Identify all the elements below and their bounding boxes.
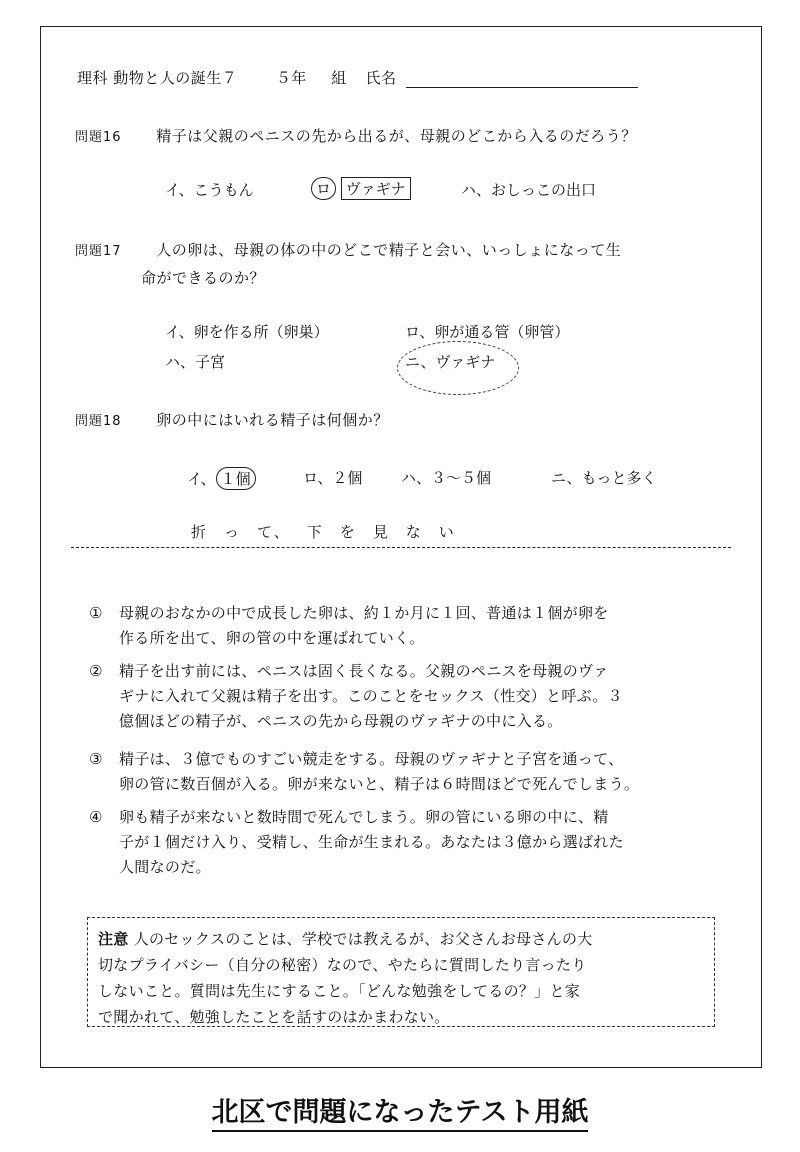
question-text-line2: 命ができるのか？: [141, 269, 266, 287]
name-blank-line: [406, 73, 638, 88]
q17-option-2: ロ、卵が通る管（卵管）: [405, 323, 570, 341]
paragraph-line: 精子は、３億でものすごい競走をする。母親のヴァギナと子宮を通って、: [119, 750, 624, 768]
paragraph-number: ③: [89, 750, 103, 768]
paragraph-line: ギナに入れて父親は精子を出す。このことをセックス（性交）と呼ぶ。３: [119, 687, 623, 705]
subject-title: 理科 動物と人の誕生７: [77, 69, 238, 87]
q17-option-1: イ、卵を作る所（卵巣）: [165, 323, 329, 341]
question-17: [75, 239, 621, 260]
question-number: 問題18: [75, 414, 122, 429]
question-number: 問題16: [75, 130, 122, 145]
class-label: 組: [331, 69, 347, 87]
fold-line: [71, 547, 731, 548]
question-text: 精子は父親のペニスの先から出るが、母親のどこから入るのだろう？: [156, 127, 637, 145]
paragraph-line: 卵の管に数百個が入る。卵が来ないと、精子は６時間ほどで死んでしまう。: [119, 775, 640, 793]
notice-line: 切なプライバシー（自分の秘密）なので、やたらに質問したり言ったり: [98, 956, 587, 974]
q18-option-4: ニ、もっと多く: [551, 469, 657, 487]
question-18: [75, 409, 389, 430]
name-label: 氏名: [365, 69, 397, 87]
question-text: 卵の中にはいれる精子は何個か？: [156, 411, 389, 429]
question-16: [75, 125, 637, 146]
fold-char: 下: [306, 523, 324, 541]
explanation-4: [89, 805, 729, 880]
caption-text: 北区で問題になったテスト用紙: [212, 1097, 589, 1132]
paragraph-line: 作る所を出て、卵の管の中を運ばれていく。: [119, 629, 425, 647]
option-prefix: イ、: [187, 470, 216, 488]
explanation-2: [89, 659, 729, 734]
q16-option-2: [311, 177, 411, 200]
fold-char: っ: [224, 523, 242, 541]
fold-char: 見: [372, 523, 390, 541]
q18-option-2: ロ、２個: [303, 469, 363, 487]
paragraph-number: ④: [89, 808, 103, 826]
q18-option-3: ハ、３～５個: [401, 469, 492, 487]
q17-answer-ellipse: [397, 341, 519, 395]
fold-char: 折: [191, 523, 209, 541]
question-text-line1: 人の卵は、母親の体の中のどこで精子と会い、いっしょになって生: [156, 241, 622, 259]
fold-char: て、: [257, 523, 291, 541]
paragraph-line: 子が１個だけ入り、受精し、生命が生まれる。あなたは３億から選ばれた: [119, 833, 624, 851]
paragraph-line: 精子を出す前には、ペニスは固く長くなる。父親のペニスを母親のヴァ: [119, 662, 609, 680]
q16-option-1: イ、こうもん: [165, 181, 254, 199]
paragraph-line: 億個ほどの精子が、ペニスの先から母親のヴァギナの中に入る。: [119, 712, 563, 730]
question-number: 問題17: [75, 244, 122, 259]
paragraph-number: ①: [89, 604, 103, 622]
grade-label: ５年: [275, 69, 307, 87]
notice-box: [87, 917, 715, 1027]
image-caption: [0, 1090, 800, 1129]
paragraph-number: ②: [89, 662, 103, 680]
q17-option-3: ハ、子宮: [165, 353, 226, 371]
q16-option-3: ハ、おしっこの出口: [461, 181, 597, 199]
explanation-1: [89, 601, 729, 651]
answer-circle-mark: １個: [216, 467, 256, 490]
notice-line: で聞かれて、勉強したことを話すのはかまわない。: [98, 1008, 450, 1026]
fold-instruction: [191, 521, 472, 542]
fold-char: な: [405, 523, 423, 541]
sheet-header: [77, 67, 638, 88]
test-sheet: [40, 26, 762, 1068]
answer-circle-mark: ロ: [311, 177, 336, 200]
notice-label: 注意: [98, 930, 129, 948]
paragraph-line: 人間なのだ。: [119, 858, 211, 876]
notice-line: 人のセックスのことは、学校では教えるが、お父さんお母さんの大: [133, 930, 593, 948]
q17-option-4: ニ、ヴァギナ: [405, 353, 496, 371]
paragraph-line: 卵も精子が来ないと数時間で死んでしまう。卵の管にいる卵の中に、精: [119, 808, 609, 826]
notice-line: しないこと。質問は先生にすること。「どんな勉強をしてるの？」と家: [98, 982, 581, 1000]
fold-char: を: [339, 523, 357, 541]
fold-char: い: [438, 523, 456, 541]
answer-box: ヴァギナ: [341, 177, 411, 200]
explanation-3: [89, 747, 729, 797]
paragraph-line: 母親のおなかの中で成長した卵は、約１か月に１回、普通は１個が卵を: [119, 604, 609, 622]
q18-option-1: [187, 467, 256, 490]
